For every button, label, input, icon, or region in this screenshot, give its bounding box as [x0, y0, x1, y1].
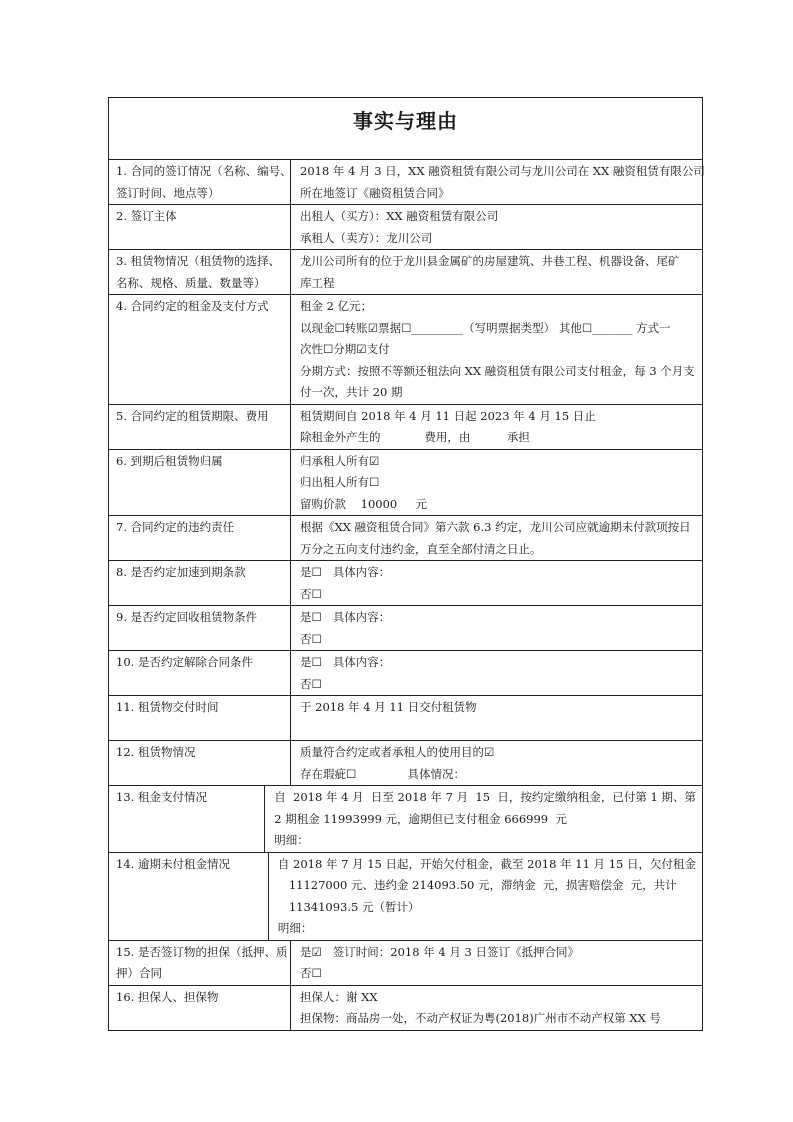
table-row [109, 696, 702, 741]
row-value-line: 11127000 元、违约金 214093.50 元，滞纳金 元，损害赔偿金 元，共计 [277, 878, 677, 892]
row-value-cell [291, 160, 711, 204]
table-row [109, 250, 702, 295]
row-label: 12. 租赁物情况 [116, 745, 196, 759]
row-value-line: 分期方式：按照不等额还租法向 XX 融资租赁有限公司支付租金，每 3 个月支 [300, 363, 695, 378]
row-label-cell [109, 986, 291, 1030]
title-cell [109, 98, 702, 160]
row-value-cell [291, 651, 702, 695]
row-label-cell [109, 786, 265, 852]
row-label: 11. 租赁物交付时间 [116, 700, 219, 714]
row-value-line: 否☐ [300, 676, 322, 691]
table-row [109, 405, 702, 450]
row-value-line: 担保物：商品房一处，不动产权证为粤(2018)广州市不动产权第 XX 号 [300, 1011, 661, 1025]
row-value-cell [291, 516, 702, 560]
row-value-cell [291, 450, 702, 516]
row-value-line: 2018 年 4 月 3 日，XX 融资租赁有限公司与龙川公司在 XX 融资租赁有限公司 [300, 164, 705, 178]
row-label-cell [109, 606, 291, 650]
row-value-line: 万分之五向支付违约金，直至全部付清之日止。 [300, 541, 542, 556]
row-value-line: 承租人（卖方）：龙川公司 [300, 230, 433, 245]
table-row [109, 516, 702, 561]
table-row [109, 160, 705, 205]
row-value-line: 存在瑕疵☐ 具体情况： [300, 766, 465, 781]
row-label-cell [109, 941, 291, 985]
row-label-cell [109, 250, 291, 294]
row-value-line: 自 2018 年 7 月 15 日起，开始欠付租金，截至 2018 年 11 月 15 日，欠付租金 [277, 856, 696, 871]
row-value-line: 租金 2 亿元； [300, 299, 373, 313]
table-row [109, 205, 702, 250]
row-label: 13. 租金支付情况 [116, 790, 207, 804]
row-label-cell [109, 205, 291, 249]
row-value-line: 明细： [274, 833, 309, 847]
row-value-cell [291, 250, 702, 294]
row-value-cell [291, 205, 702, 249]
row-label: 3. 租赁物情况（租赁物的选择、 [116, 254, 281, 268]
row-label: 8. 是否约定加速到期条款 [116, 565, 246, 579]
table-body [109, 160, 705, 1030]
row-label: 6. 到期后租赁物归属 [116, 453, 223, 468]
row-label-cell [109, 696, 291, 740]
row-label: 4. 合同约定的租金及支付方式 [116, 299, 269, 313]
row-label: 押）合同 [116, 966, 162, 980]
row-value-cell [265, 786, 702, 852]
row-label-cell [109, 516, 291, 560]
row-value-line: 是☐ 具体内容： [300, 655, 391, 669]
row-label: 16. 担保人、担保物 [116, 989, 219, 1004]
row-value-line: 自 2018 年 4 月 日至 2018 年 7 月 15 日，按约定缴纳租金，已付第 1 期、第 [274, 790, 696, 804]
row-value-line: 2 期租金 11993999 元，逾期但已支付租金 666999 元 [274, 811, 567, 826]
row-value-cell [291, 741, 702, 785]
row-label-cell [109, 741, 291, 785]
row-label: 名称、规格、质量、数量等） [116, 275, 266, 290]
row-value-cell [269, 853, 702, 940]
row-value-line: 出租人（买方）：XX 融资租赁有限公司 [300, 209, 499, 223]
table-row [109, 450, 702, 517]
row-value-line: 否☐ [300, 631, 322, 646]
table-row [109, 651, 702, 696]
row-label-cell [109, 561, 291, 605]
row-value-line: 根据《XX 融资租赁合同》第六款 6.3 约定，龙川公司应就逾期未付款项按日 [300, 520, 691, 534]
row-value-cell [291, 295, 702, 404]
row-value-line: 归出租人所有☐ [300, 475, 380, 489]
row-label: 15. 是否签订物的担保（抵押、质 [116, 944, 288, 959]
table-row [109, 741, 702, 786]
facts-and-reasons-table [108, 97, 703, 1031]
row-value-line: 11341093.5 元（暂计） [277, 899, 420, 914]
table-row [109, 606, 702, 651]
row-value-line: 是☐ 具体内容： [300, 610, 391, 624]
table-row [109, 561, 702, 606]
row-value-line: 是☐ 具体内容： [300, 565, 391, 579]
row-value-line: 归承租人所有☑ [300, 453, 380, 468]
row-value-cell [291, 405, 702, 449]
row-label: 签订时间、地点等） [116, 185, 220, 200]
row-value-line: 龙川公司所有的位于龙川县金属矿的房屋建筑、井巷工程、机器设备、尾矿 [300, 254, 680, 268]
row-label: 2. 签订主体 [116, 209, 177, 223]
row-value-cell [291, 561, 702, 605]
row-value-line: 质量符合约定或者承租人的使用目的☑ [300, 745, 495, 759]
row-label-cell [109, 405, 291, 449]
table-row [109, 786, 702, 853]
row-value-line: 担保人：谢 XX [300, 989, 378, 1004]
row-value-line: 否☐ [300, 586, 322, 601]
row-value-cell [291, 696, 702, 740]
row-value-line: 除租金外产生的 费用，由 承担 [300, 430, 530, 444]
row-label: 14. 逾期未付租金情况 [116, 856, 230, 871]
row-label-cell [109, 651, 291, 695]
row-label: 9. 是否约定回收租赁物条件 [116, 610, 258, 624]
document-title: 事实与理由 [353, 109, 458, 133]
row-value-cell [291, 986, 702, 1030]
row-label: 1. 合同的签订情况（名称、编号、 [116, 164, 292, 178]
row-value-line: 于 2018 年 4 月 11 日交付租赁物 [300, 700, 477, 714]
table-row [109, 941, 702, 986]
row-value-line: 明细： [277, 921, 313, 935]
row-value-line: 所在地签订《融资租赁合同》 [300, 185, 450, 200]
row-label-cell [109, 853, 269, 940]
row-value-line [300, 719, 696, 741]
row-label: 7. 合同约定的违约责任 [116, 520, 235, 534]
row-label: 5. 合同约定的租赁期限、费用 [116, 408, 269, 423]
row-label-cell [109, 160, 291, 204]
row-value-line: 次性☐分期☑支付 [300, 342, 390, 356]
row-value-line: 是☑ 签订时间：2018 年 4 月 3 日签订《抵押合同》 [300, 944, 579, 959]
row-value-line: 租赁期间自 2018 年 4 月 11 日起 2023 年 4 月 15 日止 [300, 408, 596, 423]
row-value-line: 以现金☐转账☑票据☐_________（写明票据类型） 其他☐_______ 方式一 [300, 320, 671, 335]
row-value-line: 否☐ [300, 966, 322, 980]
row-label-cell [109, 295, 291, 404]
row-label: 10. 是否约定解除合同条件 [116, 655, 253, 669]
table-row [109, 986, 702, 1030]
row-label-cell [109, 450, 291, 516]
row-value-cell [291, 606, 702, 650]
table-row [109, 853, 702, 941]
row-value-line: 留购价款 10000 元 [300, 496, 427, 511]
row-value-line: 库工程 [300, 275, 335, 290]
table-row [109, 295, 702, 405]
row-value-cell [291, 941, 702, 985]
row-value-line: 付一次，共计 20 期 [300, 385, 403, 399]
